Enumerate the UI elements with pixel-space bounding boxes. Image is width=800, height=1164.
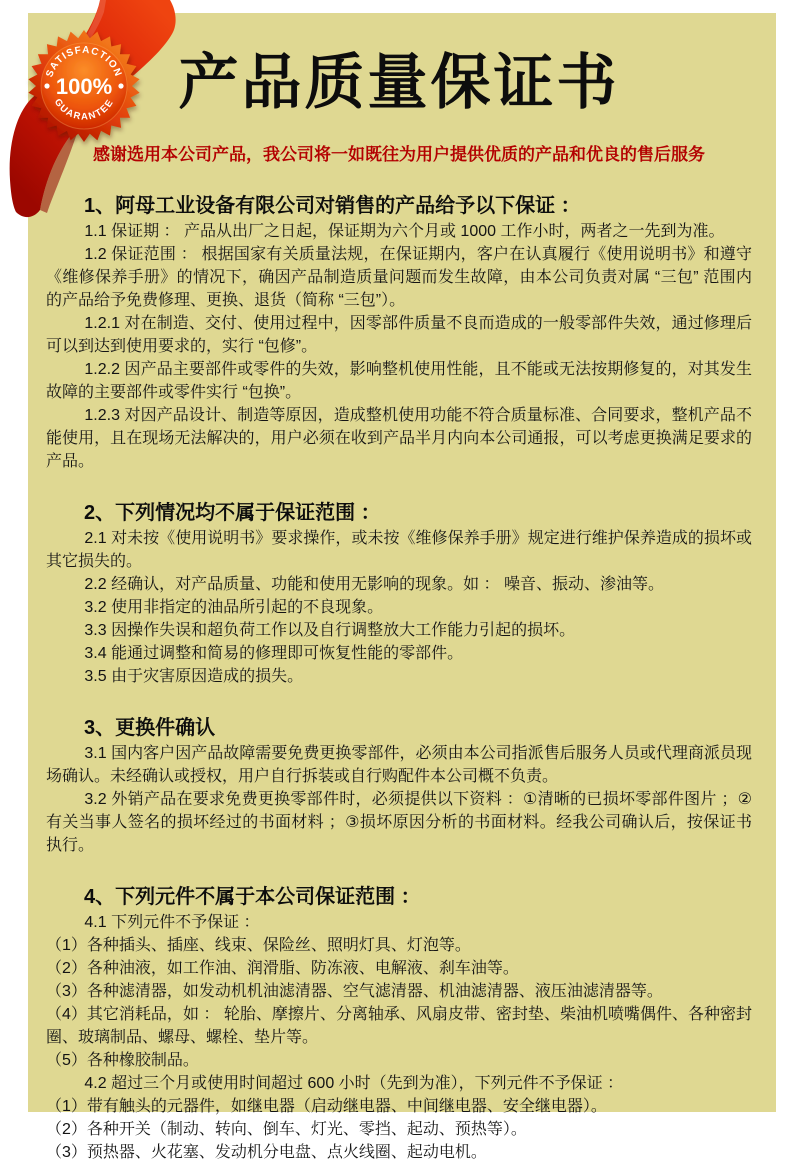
paragraph: 3.2 使用非指定的油品所引起的不良现象。 <box>84 599 384 617</box>
paragraph: 1.2.2 因产品主要部件或零件的失效，影响整机使用性能，且不能或无法按期修复的，对其发生故障的主要部件或零件实行 “包换”。 <box>46 361 752 402</box>
section-heading: 4、下列元件不属于本公司保证范围 ： <box>84 886 421 909</box>
badge-right-dot-icon <box>118 83 123 88</box>
subtitle: 感谢选用本公司产品，我公司将一如既往为用户提供优质的产品和优良的售后服务 <box>93 145 705 164</box>
paragraph: （5）各种橡胶制品。 <box>46 1052 199 1070</box>
paragraph: 4.2 超过三个月或使用时间超过 600 小时（先到为准），下列元件不予保证 ： <box>84 1075 624 1093</box>
paragraph: （2）各种开关（制动、转向、倒车、灯光、零挡、起动、预热等）。 <box>46 1121 527 1139</box>
paragraph: （3）各种滤清器，如发动机机油滤清器、空气滤清器、机油滤清器、液压油滤清器等。 <box>46 983 663 1001</box>
paragraph: （2）各种油液，如工作油、润滑脂、防冻液、电解液、刹车油等。 <box>46 960 519 978</box>
paragraph: 1.2 保证范围 ： 根据国家有关质量法规，在保证期内，客户在认真履行《使用说明书》和遵守《维修保养手册》的情况下，确因产品制造质量问题而发生故障，由本公司负责对属 “三包” 范围内的产品给予免费修理、更换、退货（简称 “三包”）。 <box>46 246 752 310</box>
paragraph: 3.1 国内客户因产品故障需要免费更换零部件，必须由本公司指派售后服务人员或代理商派员现场确认。未经确认或授权，用户自行拆装或自行购配件本公司概不负责。 <box>46 745 752 786</box>
section-heading: 2、下列情况均不属于保证范围 ： <box>84 502 381 525</box>
paragraph: 3.4 能通过调整和简易的修理即可恢复性能的零部件。 <box>84 645 464 663</box>
paragraph: （4）其它消耗品，如 ： 轮胎、摩擦片、分离轴承、风扇皮带、密封垫、柴油机喷嘴偶件、各种密封圈、玻璃制品、螺母、螺栓、垫片等。 <box>46 1006 752 1047</box>
paragraph: （1）带有触头的元器件，如继电器（启动继电器、中间继电器、安全继电器）。 <box>46 1098 607 1116</box>
satisfaction-badge-icon <box>0 0 220 232</box>
paragraph: 3.2 外销产品在要求免费更换零部件时，必须提供以下资料 ：①清晰的已损坏零部件图片 ；②有关当事人签名的损坏经过的书面材料 ；③损坏原因分析的书面材料。经我公司确认后，按保证书执行。 <box>46 791 752 855</box>
badge-arc-top-label: SATISFACTION <box>44 44 124 79</box>
paragraph: 2.1 对未按《使用说明书》要求操作，或未按《维修保养手册》规定进行维护保养造成的损坏或其它损失的。 <box>46 530 752 571</box>
paragraph: 4.1 下列元件不予保证 ： <box>84 914 260 932</box>
paragraph: 1.1 保证期 ： 产品从出厂之日起，保证期为六个月或 1000 工作小时，两者之一先到为准。 <box>84 223 725 241</box>
badge-value-label: 100% <box>55 74 113 99</box>
paragraph: 3.3 因操作失误和超负荷工作以及自行调整放大工作能力引起的损坏。 <box>84 622 576 640</box>
paragraph: （3）预热器、火花塞、发动机分电盘、点火线圈、起动电机。 <box>46 1144 487 1162</box>
paragraph: 1.2.1 对在制造、交付、使用过程中，因零部件质量不良而造成的一般零部件失效，通过修理后可以到达到使用要求的，实行 “包修”。 <box>46 315 752 356</box>
paragraph: 3.5 由于灾害原因造成的损失。 <box>84 668 304 686</box>
section-heading: 1、阿母工业设备有限公司对销售的产品给予以下保证 ： <box>84 195 581 218</box>
paragraph: （1）各种插头、插座、线束、保险丝、照明灯具、灯泡等。 <box>46 937 471 955</box>
badge-arc-bottom-label: GUARANTEE <box>51 96 117 123</box>
guarantee-badge <box>0 0 220 232</box>
section-heading: 3、更换件确认 <box>84 717 216 740</box>
badge-left-dot-icon <box>44 83 49 88</box>
paragraph: 2.2 经确认，对产品质量、功能和使用无影响的现象。如 ： 噪音、振动、渗油等。 <box>84 576 664 594</box>
paragraph: 1.2.3 对因产品设计、制造等原因，造成整机使用功能不符合质量标准、合同要求，整机产品不能使用，且在现场无法解决的，用户必须在收到产品半月内向本公司通报，可以考虑更换满足要求的产品。 <box>46 407 752 471</box>
sections-container <box>46 193 752 1164</box>
page-title: 产品质量保证书 <box>178 49 620 116</box>
